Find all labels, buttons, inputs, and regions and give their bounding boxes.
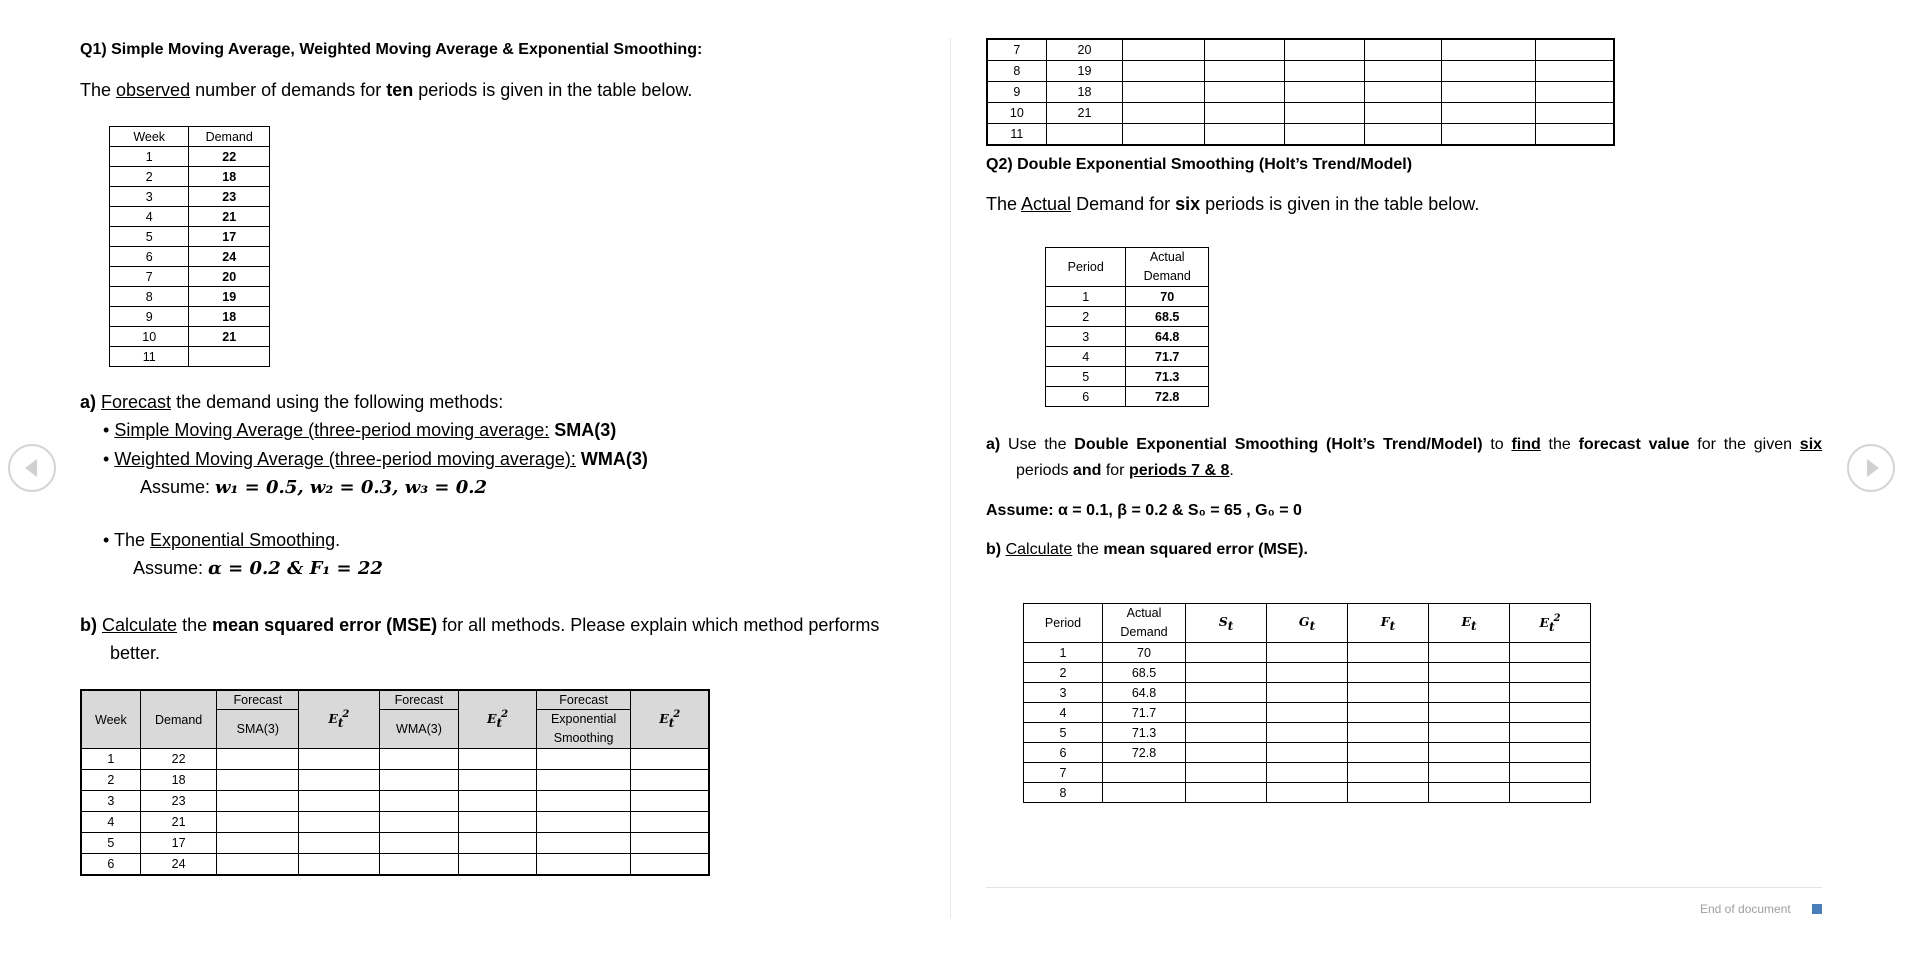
table-row [1024, 723, 1591, 743]
week-cell: 6 [81, 854, 140, 876]
next-page-button[interactable] [1847, 444, 1895, 492]
answer-cell[interactable] [536, 812, 631, 833]
page-divider [950, 38, 951, 918]
table-row [110, 287, 270, 307]
demand-cell: 22 [140, 749, 217, 770]
answer-cell[interactable] [1429, 783, 1510, 803]
demand-cell: 20 [1046, 39, 1123, 61]
answer-cell[interactable] [1536, 61, 1614, 82]
table-row [110, 207, 270, 227]
table-row [81, 833, 709, 854]
answer-cell[interactable] [1510, 643, 1591, 663]
demand-cell: 17 [189, 227, 270, 247]
answer-cell[interactable] [536, 770, 631, 791]
period-cell: 1 [1024, 643, 1103, 663]
answer-cell[interactable] [1348, 683, 1429, 703]
answer-cell[interactable] [536, 749, 631, 770]
q2-ans-col-period: Period [1024, 604, 1103, 643]
answer-cell[interactable] [1123, 82, 1204, 103]
answer-cell[interactable] [1536, 82, 1614, 103]
answer-cell[interactable] [1429, 763, 1510, 783]
answer-cell[interactable] [217, 791, 299, 812]
demand-cell: 18 [189, 307, 270, 327]
answer-cell[interactable] [1123, 61, 1204, 82]
table-row [110, 227, 270, 247]
col-header-week: Week [110, 127, 189, 147]
answer-cell[interactable] [1204, 124, 1284, 146]
chevron-left-icon [25, 459, 37, 477]
table-row [987, 82, 1614, 103]
demand-cell: 19 [1046, 61, 1123, 82]
table-row [1046, 387, 1209, 407]
answer-cell[interactable] [1510, 783, 1591, 803]
answer-cell[interactable] [1510, 663, 1591, 683]
answer-cell[interactable] [299, 791, 379, 812]
answer-cell[interactable] [1429, 683, 1510, 703]
q2-title: Q2) Double Exponential Smoothing (Holt’s Trend/Model) [986, 156, 1413, 173]
period-cell: 2 [1046, 307, 1126, 327]
table-row [1024, 743, 1591, 763]
answer-cell[interactable] [1285, 39, 1364, 61]
table-row [110, 147, 270, 167]
answer-cell[interactable] [379, 854, 459, 876]
answer-cell[interactable] [1364, 103, 1441, 124]
table-row [987, 103, 1614, 124]
answer-cell[interactable] [1285, 124, 1364, 146]
answer-cell[interactable] [217, 812, 299, 833]
q2-ans-col-g: Gt [1267, 604, 1348, 643]
week-cell: 3 [81, 791, 140, 812]
week-cell: 5 [110, 227, 189, 247]
demand-cell: 17 [140, 833, 217, 854]
answer-cell[interactable] [1186, 723, 1267, 743]
week-cell: 1 [81, 749, 140, 770]
answer-cell[interactable] [1364, 82, 1441, 103]
ans-col-forecast-sma: Forecast [217, 690, 299, 710]
week-cell: 4 [81, 812, 140, 833]
answer-cell[interactable] [1364, 61, 1441, 82]
table-row [110, 347, 270, 367]
week-cell: 10 [110, 327, 189, 347]
period-cell: 4 [1024, 703, 1103, 723]
q2-col-actual-demand: Actual Demand [1126, 248, 1209, 287]
answer-cell[interactable] [1364, 39, 1441, 61]
answer-cell[interactable] [1123, 103, 1204, 124]
answer-cell[interactable] [299, 770, 379, 791]
week-cell: 8 [987, 61, 1046, 82]
q1-demand-table [109, 126, 270, 367]
demand-cell [1103, 763, 1186, 783]
answer-cell[interactable] [1429, 663, 1510, 683]
demand-cell: 64.8 [1103, 683, 1186, 703]
period-cell: 5 [1046, 367, 1126, 387]
exp-assume: Assume: α = 0.2 & F₁ = 22 [133, 558, 383, 579]
answer-cell[interactable] [631, 812, 709, 833]
answer-cell[interactable] [1186, 743, 1267, 763]
q2-answer-table [1023, 603, 1591, 803]
week-cell: 7 [110, 267, 189, 287]
table-row [1046, 367, 1209, 387]
demand-cell: 18 [1046, 82, 1123, 103]
week-cell: 9 [987, 82, 1046, 103]
q1-answer-table-continued [986, 38, 1615, 146]
q1-part-a: a) Forecast the demand using the following methods: [80, 392, 504, 412]
table-row [110, 187, 270, 207]
ans-col-e2-sma: Et$^2$ [299, 690, 379, 749]
week-cell: 2 [81, 770, 140, 791]
answer-cell[interactable] [217, 854, 299, 876]
table-row [1024, 663, 1591, 683]
answer-cell[interactable] [1510, 723, 1591, 743]
demand-cell: 21 [140, 812, 217, 833]
answer-cell[interactable] [1442, 103, 1536, 124]
week-cell: 7 [987, 39, 1046, 61]
week-cell: 8 [110, 287, 189, 307]
table-row [1024, 643, 1591, 663]
answer-cell[interactable] [1186, 783, 1267, 803]
answer-cell[interactable] [1348, 663, 1429, 683]
answer-cell[interactable] [1429, 643, 1510, 663]
period-cell: 1 [1046, 287, 1126, 307]
q2-intro: The Actual Demand for six periods is given in the table below. [986, 194, 1480, 214]
ans-col-forecast-wma: Forecast [379, 690, 459, 710]
table-row [987, 39, 1614, 61]
week-cell: 11 [110, 347, 189, 367]
answer-cell[interactable] [1510, 763, 1591, 783]
ans-col-forecast-exp: Forecast [536, 690, 631, 710]
answer-cell[interactable] [459, 854, 536, 876]
answer-cell[interactable] [217, 833, 299, 854]
table-row [1046, 307, 1209, 327]
wma-assume: Assume: w₁ = 0.5, w₂ = 0.3, w₃ = 0.2 [140, 477, 488, 498]
answer-cell[interactable] [1442, 61, 1536, 82]
answer-cell[interactable] [1204, 82, 1284, 103]
answer-cell[interactable] [1285, 61, 1364, 82]
ans-col-week: Week [81, 690, 140, 749]
table-row [110, 307, 270, 327]
answer-cell[interactable] [299, 812, 379, 833]
q2-ans-col-s: St [1186, 604, 1267, 643]
q2-demand-table [1045, 247, 1209, 407]
answer-cell[interactable] [379, 770, 459, 791]
answer-cell[interactable] [631, 770, 709, 791]
table-row [110, 267, 270, 287]
demand-cell [1103, 783, 1186, 803]
q1-intro: The observed number of demands for ten periods is given in the table below. [80, 80, 693, 100]
ans-col-wma: WMA(3) [379, 710, 459, 749]
ans-col-e2-wma: Et$^2$ [459, 690, 536, 749]
week-cell: 2 [110, 167, 189, 187]
answer-cell[interactable] [1186, 643, 1267, 663]
answer-cell[interactable] [299, 833, 379, 854]
table-row [110, 327, 270, 347]
table-row [81, 770, 709, 791]
table-row [81, 854, 709, 876]
end-marker-icon [1812, 904, 1822, 914]
answer-cell[interactable] [379, 812, 459, 833]
answer-cell[interactable] [1348, 703, 1429, 723]
ans-col-e2-exp: Et$^2$ [631, 690, 709, 749]
demand-cell: 21 [189, 327, 270, 347]
period-cell: 6 [1046, 387, 1126, 407]
answer-cell[interactable] [1429, 743, 1510, 763]
answer-cell[interactable] [459, 770, 536, 791]
answer-cell[interactable] [1348, 763, 1429, 783]
answer-cell[interactable] [631, 833, 709, 854]
answer-cell[interactable] [1186, 703, 1267, 723]
table-row [987, 61, 1614, 82]
demand-cell: 19 [189, 287, 270, 307]
table-row [81, 749, 709, 770]
answer-cell[interactable] [1186, 663, 1267, 683]
answer-cell[interactable] [1442, 82, 1536, 103]
answer-cell[interactable] [536, 791, 631, 812]
demand-cell: 70 [1126, 287, 1209, 307]
q2-ans-col-e2: Et$^2$ [1510, 604, 1591, 643]
q1-part-b: b) Calculate the mean squared error (MSE) for all methods. Please explain which method performs [80, 615, 880, 635]
demand-cell: 68.5 [1103, 663, 1186, 683]
demand-cell: 24 [189, 247, 270, 267]
q2-part-a-line2: periods and for periods 7 & 8. [1016, 462, 1234, 479]
ans-col-sma: SMA(3) [217, 710, 299, 749]
answer-cell[interactable] [217, 749, 299, 770]
period-cell: 3 [1024, 683, 1103, 703]
period-cell: 2 [1024, 663, 1103, 683]
answer-cell[interactable] [1285, 103, 1364, 124]
col-header-demand: Demand [189, 127, 270, 147]
answer-cell[interactable] [1267, 643, 1348, 663]
answer-cell[interactable] [631, 749, 709, 770]
end-of-document-label: End of document [1700, 902, 1791, 916]
answer-cell[interactable] [217, 770, 299, 791]
answer-cell[interactable] [1429, 703, 1510, 723]
answer-cell[interactable] [536, 854, 631, 876]
answer-cell[interactable] [1123, 124, 1204, 146]
demand-cell [1046, 124, 1123, 146]
table-row [987, 124, 1614, 146]
demand-cell: 71.3 [1126, 367, 1209, 387]
answer-cell[interactable] [1364, 124, 1441, 146]
demand-cell: 64.8 [1126, 327, 1209, 347]
answer-cell[interactable] [459, 812, 536, 833]
answer-cell[interactable] [1442, 39, 1536, 61]
demand-cell: 18 [189, 167, 270, 187]
table-row [1024, 683, 1591, 703]
q2-assume: Assume: α = 0.1, β = 0.2 & S₀ = 65 , G₀ = 0 [986, 502, 1302, 519]
q1-answer-table [80, 689, 710, 876]
demand-cell: 20 [189, 267, 270, 287]
table-row [110, 247, 270, 267]
table-row [110, 167, 270, 187]
table-row [1046, 327, 1209, 347]
table-row [1024, 763, 1591, 783]
answer-cell[interactable] [1510, 683, 1591, 703]
q2-part-a: a) Use the Double Exponential Smoothing (Holt’s Trend/Model) to find the forecast value for the given six [986, 436, 1823, 453]
answer-cell[interactable] [1348, 643, 1429, 663]
period-cell: 4 [1046, 347, 1126, 367]
answer-cell[interactable] [299, 854, 379, 876]
table-row [1046, 287, 1209, 307]
period-cell: 3 [1046, 327, 1126, 347]
q2-ans-col-e: Et [1429, 604, 1510, 643]
period-cell: 7 [1024, 763, 1103, 783]
q2-col-period: Period [1046, 248, 1126, 287]
week-cell: 9 [110, 307, 189, 327]
ans-col-demand: Demand [140, 690, 217, 749]
table-row [1046, 347, 1209, 367]
demand-cell: 71.7 [1126, 347, 1209, 367]
bullet-icon: • [103, 449, 110, 469]
week-cell: 3 [110, 187, 189, 207]
week-cell: 1 [110, 147, 189, 167]
period-cell: 6 [1024, 743, 1103, 763]
bullet-icon: • [103, 530, 110, 550]
demand-cell: 68.5 [1126, 307, 1209, 327]
demand-cell: 71.3 [1103, 723, 1186, 743]
exp-item: • The Exponential Smoothing. [103, 530, 341, 550]
answer-cell[interactable] [1510, 703, 1591, 723]
previous-page-button[interactable] [8, 444, 56, 492]
table-row [1024, 703, 1591, 723]
period-cell: 5 [1024, 723, 1103, 743]
answer-cell[interactable] [1267, 703, 1348, 723]
answer-cell[interactable] [631, 854, 709, 876]
answer-cell[interactable] [1267, 723, 1348, 743]
demand-cell [189, 347, 270, 367]
week-cell: 10 [987, 103, 1046, 124]
week-cell: 5 [81, 833, 140, 854]
q2-part-b: b) Calculate the mean squared error (MSE). [986, 541, 1308, 558]
answer-cell[interactable] [1510, 743, 1591, 763]
sma-item: • Simple Moving Average (three-period moving average: SMA(3) [103, 420, 617, 440]
answer-cell[interactable] [1204, 61, 1284, 82]
demand-cell: 72.8 [1126, 387, 1209, 407]
demand-cell: 70 [1103, 643, 1186, 663]
answer-cell[interactable] [379, 791, 459, 812]
answer-cell[interactable] [1267, 743, 1348, 763]
demand-cell: 23 [140, 791, 217, 812]
chevron-right-icon [1867, 459, 1879, 477]
answer-cell[interactable] [1267, 663, 1348, 683]
answer-cell[interactable] [459, 749, 536, 770]
q2-ans-col-demand: Actual Demand [1103, 604, 1186, 643]
answer-cell[interactable] [1186, 763, 1267, 783]
answer-cell[interactable] [1267, 683, 1348, 703]
table-row [81, 812, 709, 833]
answer-cell[interactable] [1267, 763, 1348, 783]
demand-cell: 18 [140, 770, 217, 791]
answer-cell[interactable] [1267, 783, 1348, 803]
bullet-icon: • [103, 420, 110, 440]
answer-cell[interactable] [1536, 124, 1614, 146]
answer-cell[interactable] [299, 749, 379, 770]
answer-cell[interactable] [1429, 723, 1510, 743]
ans-col-exp: Exponential Smoothing [536, 710, 631, 749]
footer-divider [986, 887, 1822, 888]
answer-cell[interactable] [379, 833, 459, 854]
answer-cell[interactable] [379, 749, 459, 770]
demand-cell: 71.7 [1103, 703, 1186, 723]
week-cell: 4 [110, 207, 189, 227]
answer-cell[interactable] [1348, 723, 1429, 743]
table-row [81, 791, 709, 812]
demand-cell: 22 [189, 147, 270, 167]
demand-cell: 24 [140, 854, 217, 876]
demand-cell: 21 [1046, 103, 1123, 124]
answer-cell[interactable] [1442, 124, 1536, 146]
answer-cell[interactable] [1204, 103, 1284, 124]
answer-cell[interactable] [1204, 39, 1284, 61]
demand-cell: 21 [189, 207, 270, 227]
q1-title: Q1) Simple Moving Average, Weighted Moving Average & Exponential Smoothing: [80, 41, 703, 58]
week-cell: 11 [987, 124, 1046, 146]
answer-cell[interactable] [459, 791, 536, 812]
answer-cell[interactable] [459, 833, 536, 854]
answer-cell[interactable] [631, 791, 709, 812]
demand-cell: 72.8 [1103, 743, 1186, 763]
q1-part-b-line2: better. [110, 643, 161, 663]
q2-ans-col-f: Ft [1348, 604, 1429, 643]
answer-cell[interactable] [1348, 783, 1429, 803]
wma-item: • Weighted Moving Average (three-period moving average): WMA(3) [103, 449, 648, 469]
table-row [1024, 783, 1591, 803]
answer-cell[interactable] [1536, 39, 1614, 61]
answer-cell[interactable] [1186, 683, 1267, 703]
answer-cell[interactable] [536, 833, 631, 854]
period-cell: 8 [1024, 783, 1103, 803]
answer-cell[interactable] [1123, 39, 1204, 61]
answer-cell[interactable] [1285, 82, 1364, 103]
answer-cell[interactable] [1536, 103, 1614, 124]
answer-cell[interactable] [1348, 743, 1429, 763]
demand-cell: 23 [189, 187, 270, 207]
week-cell: 6 [110, 247, 189, 267]
